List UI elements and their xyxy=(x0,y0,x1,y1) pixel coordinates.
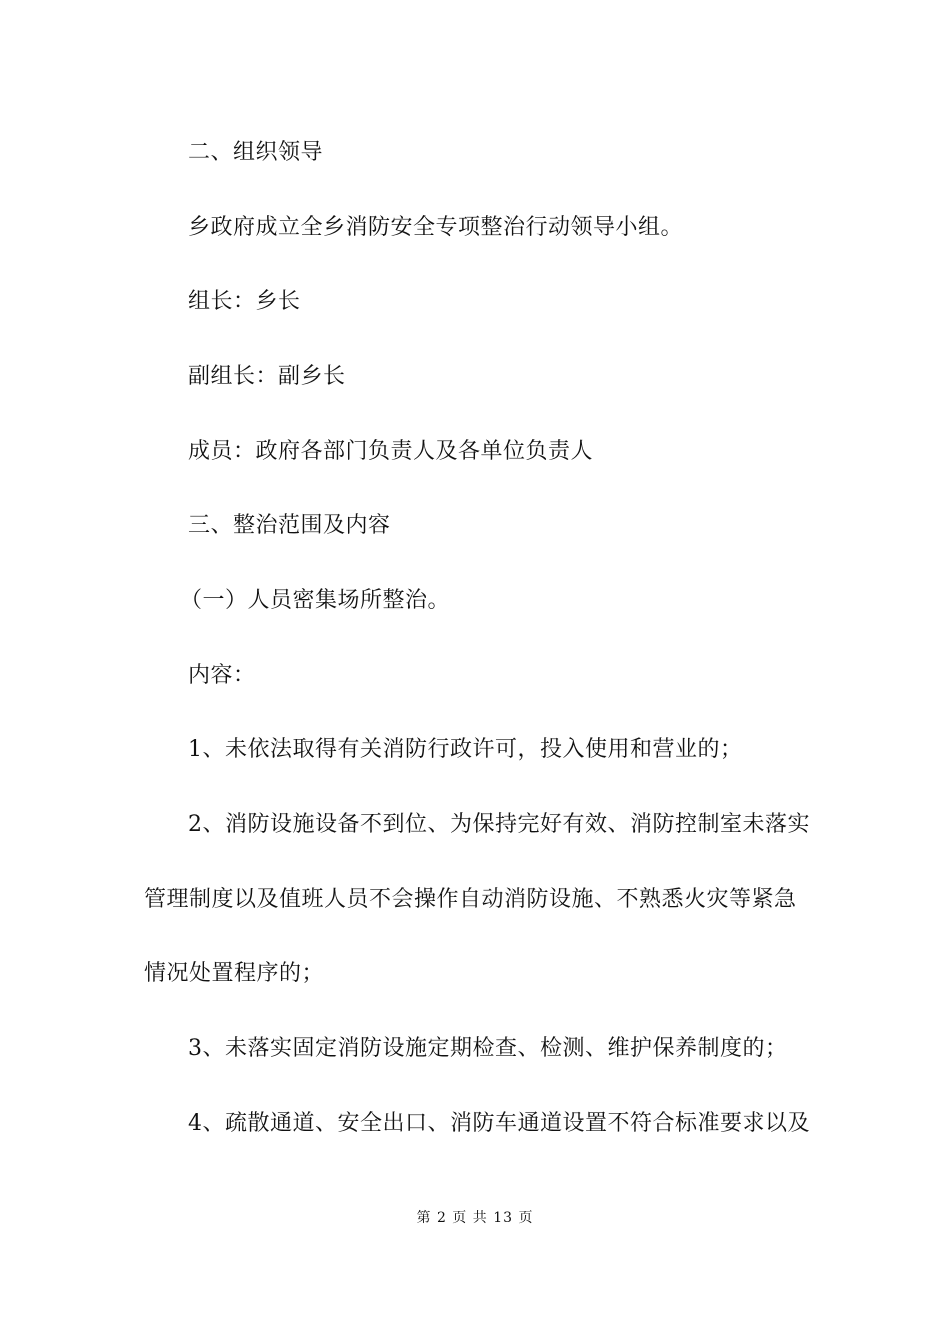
page-number-footer: 第 2 页 共 13 页 xyxy=(416,1210,534,1226)
paragraph-group-leader: 组长：乡长 xyxy=(188,289,301,314)
paragraph-members: 成员：政府各部门负责人及各单位负责人 xyxy=(188,439,594,464)
paragraph-leadership-group: 乡政府成立全乡消防安全专项整治行动领导小组。 xyxy=(188,215,684,240)
paragraph-content-label: 内容： xyxy=(188,663,256,688)
paragraph-deputy-leader: 副组长：副乡长 xyxy=(188,364,346,389)
list-item-2-line-3: 情况处置程序的； xyxy=(144,961,325,986)
section-heading-organization: 二、组织领导 xyxy=(188,140,324,165)
list-item-3: 3、未落实固定消防设施定期检查、检测、维护保养制度的； xyxy=(188,1036,788,1061)
list-item-4-line-1: 4、疏散通道、安全出口、消防车通道设置不符合标准要求以及 xyxy=(188,1111,810,1136)
list-item-1: 1、未依法取得有关消防行政许可，投入使用和营业的； xyxy=(188,737,743,762)
section-heading-scope: 三、整治范围及内容 xyxy=(188,513,391,538)
subsection-heading-crowded-places: （一）人员密集场所整治。 xyxy=(180,588,451,613)
list-item-2-line-2: 管理制度以及值班人员不会操作自动消防设施、不熟悉火灾等紧急 xyxy=(144,887,797,912)
list-item-2-line-1: 2、消防设施设备不到位、为保持完好有效、消防控制室未落实 xyxy=(188,812,810,837)
